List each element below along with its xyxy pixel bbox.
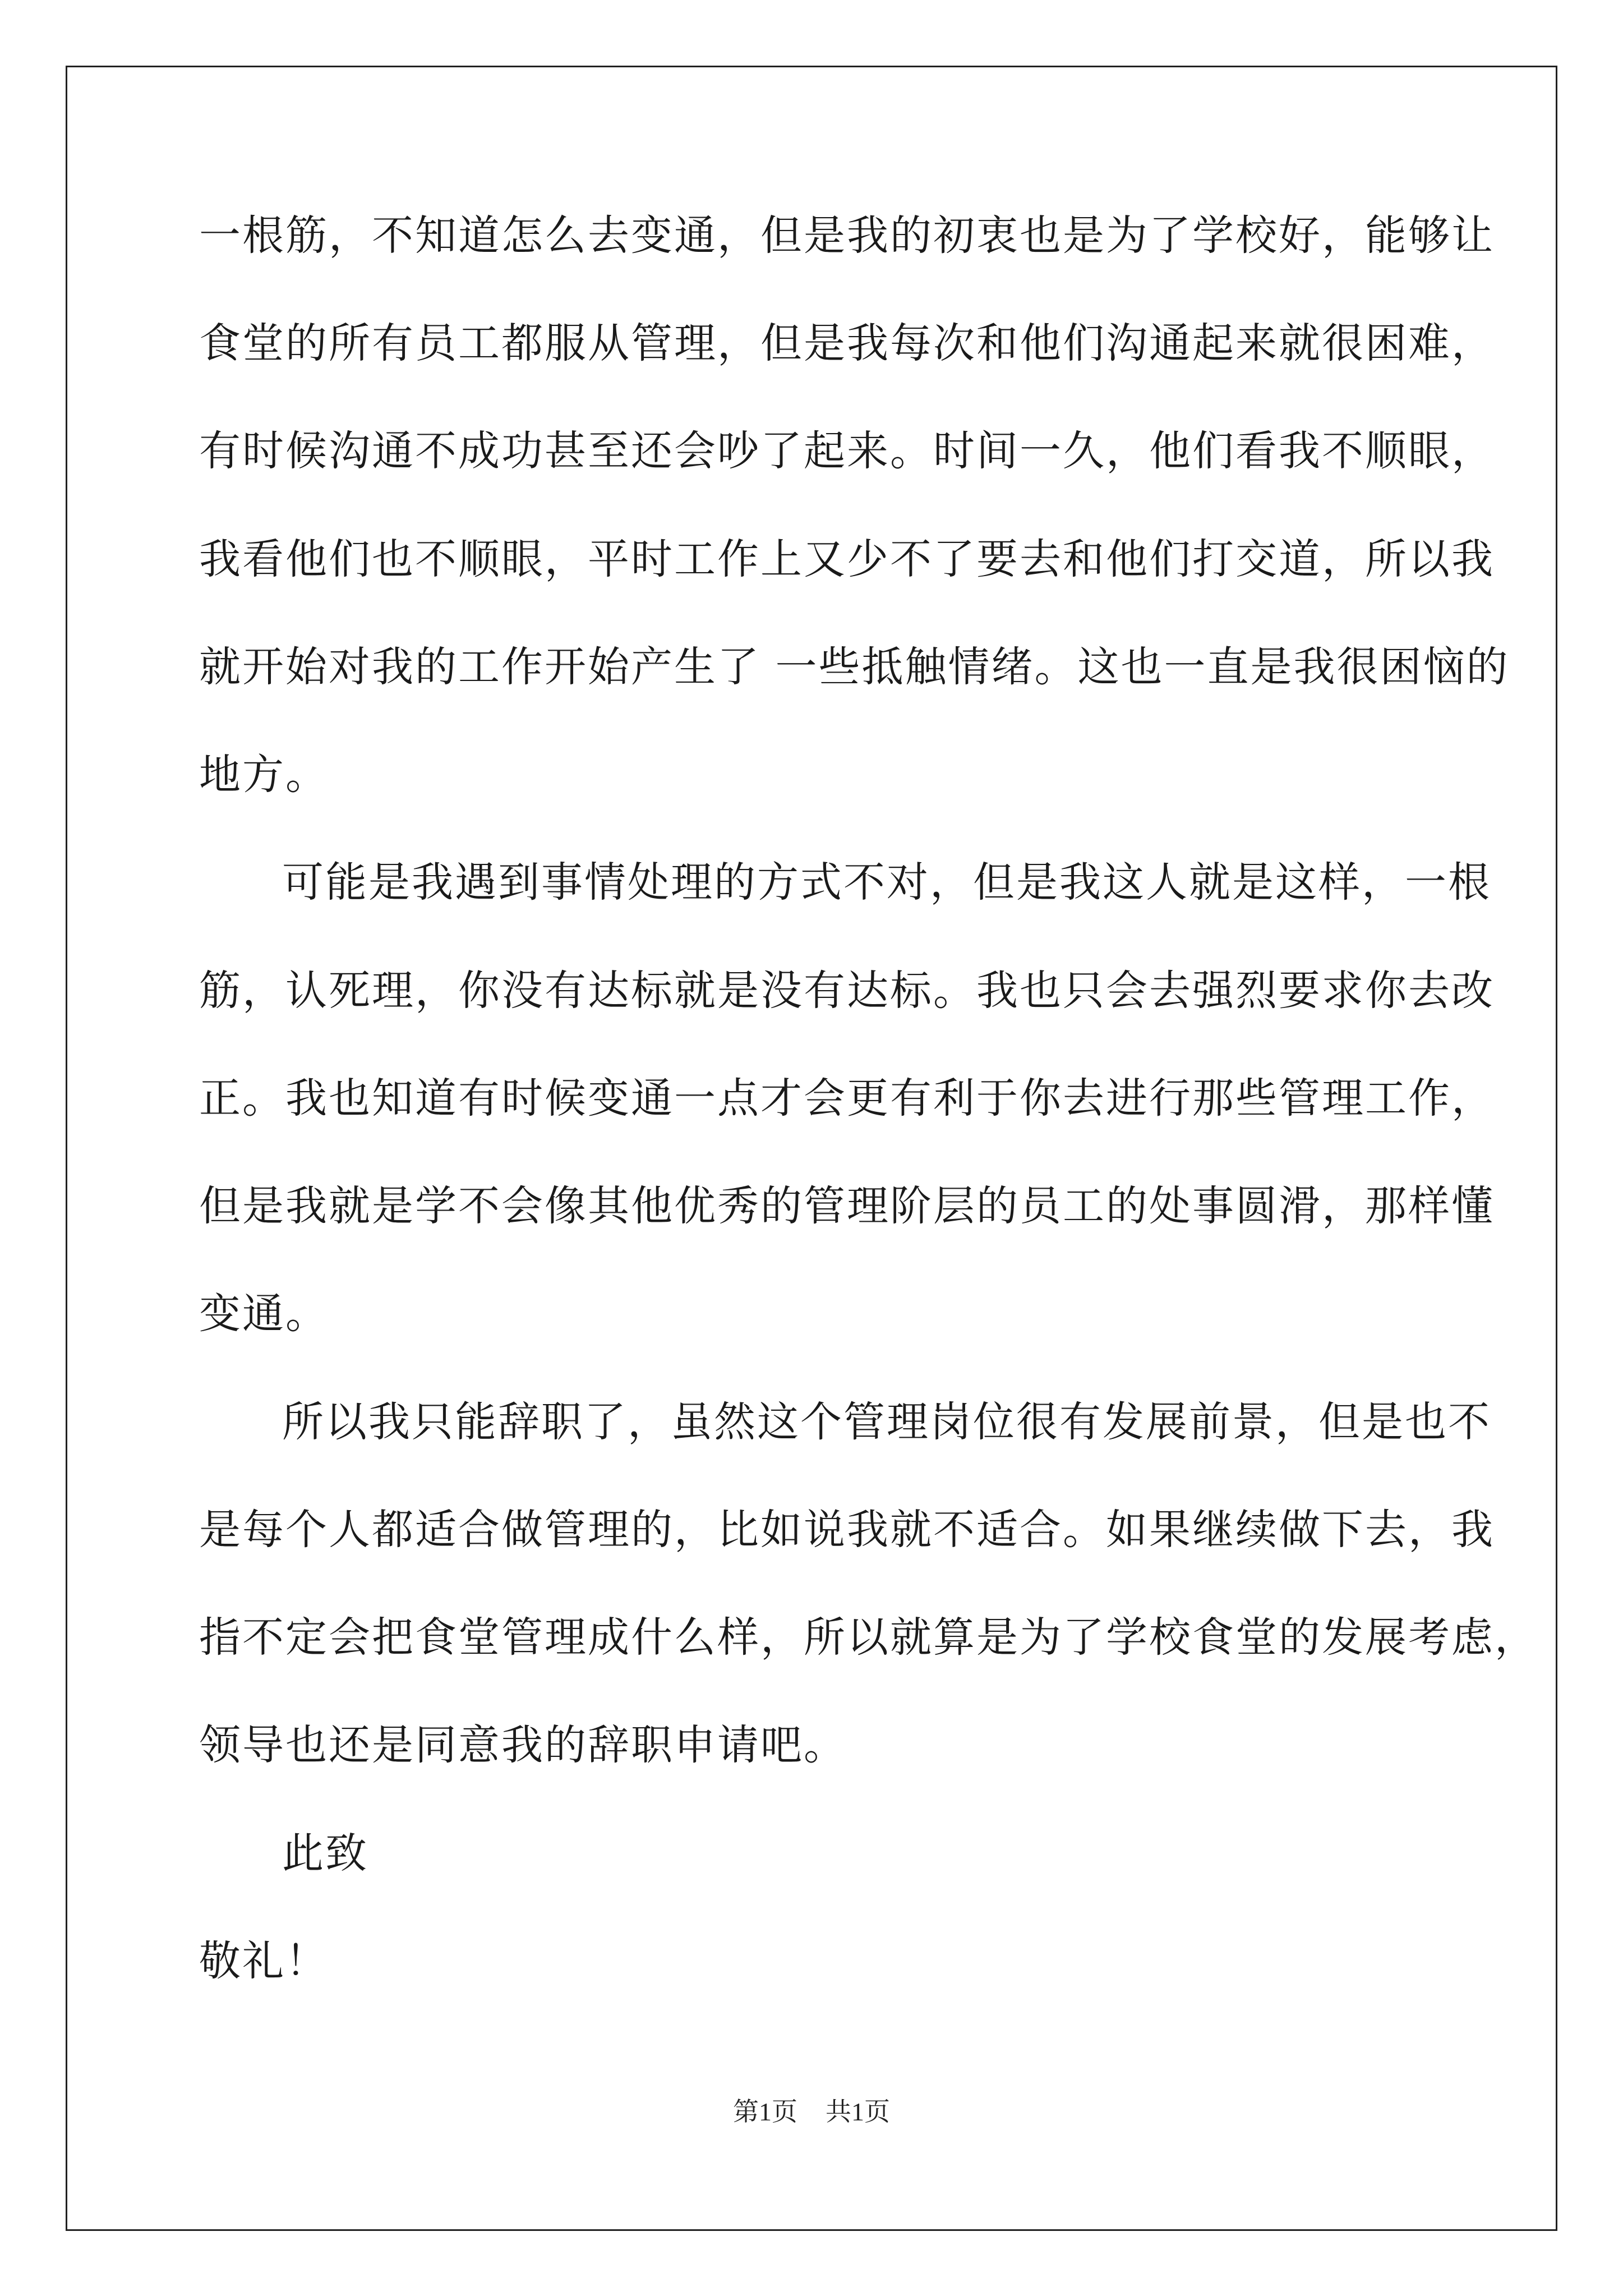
page-footer [0, 2091, 1623, 2128]
text-line: 就开始对我的工作开始产生了 一些抵触情绪。这也一直是我很困恼的 [199, 643, 1510, 691]
text-line: 筋，认死理，你没有达标就是没有达标。我也只会去强烈要求你去改 [199, 967, 1495, 1015]
closing-regards: 敬礼！ [199, 1937, 329, 1985]
text-line: 领导也还是同意我的辞职申请吧。 [199, 1721, 847, 1769]
page-total: 共1页 [826, 2097, 890, 2126]
page-number: 第1页 [733, 2097, 797, 2126]
text-line: 食堂的所有员工都服从管理，但是我每次和他们沟通起来就很困难， [199, 319, 1495, 367]
text-line: 是每个人都适合做管理的，比如说我就不适合。如果继续做下去，我 [199, 1506, 1495, 1554]
text-line: 一根筋，不知道怎么去变通，但是我的初衷也是为了学校好，能够让 [199, 211, 1495, 260]
closing-salutation: 此致 [282, 1829, 368, 1878]
text-line: 有时候沟通不成功甚至还会吵了起来。时间一久，他们看我不顺眼， [199, 427, 1495, 475]
text-line: 地方。 [199, 751, 329, 799]
paragraph-first-line: 所以我只能辞职了，虽然这个管理岗位很有发展前景，但是也不 [282, 1398, 1491, 1446]
text-line: 指不定会把食堂管理成什么样，所以就算是为了学校食堂的发展考虑， [199, 1613, 1538, 1662]
page-border [66, 66, 1557, 2231]
text-line: 正。我也知道有时候变通一点才会更有利于你去进行那些管理工作， [199, 1074, 1495, 1122]
text-line: 但是我就是学不会像其他优秀的管理阶层的员工的处事圆滑，那样懂 [199, 1182, 1495, 1230]
paragraph-first-line: 可能是我遇到事情处理的方式不对，但是我这人就是这样，一根 [282, 858, 1491, 907]
text-line: 变通。 [199, 1290, 329, 1338]
text-line: 我看他们也不顺眼，平时工作上又少不了要去和他们打交道，所以我 [199, 535, 1495, 583]
